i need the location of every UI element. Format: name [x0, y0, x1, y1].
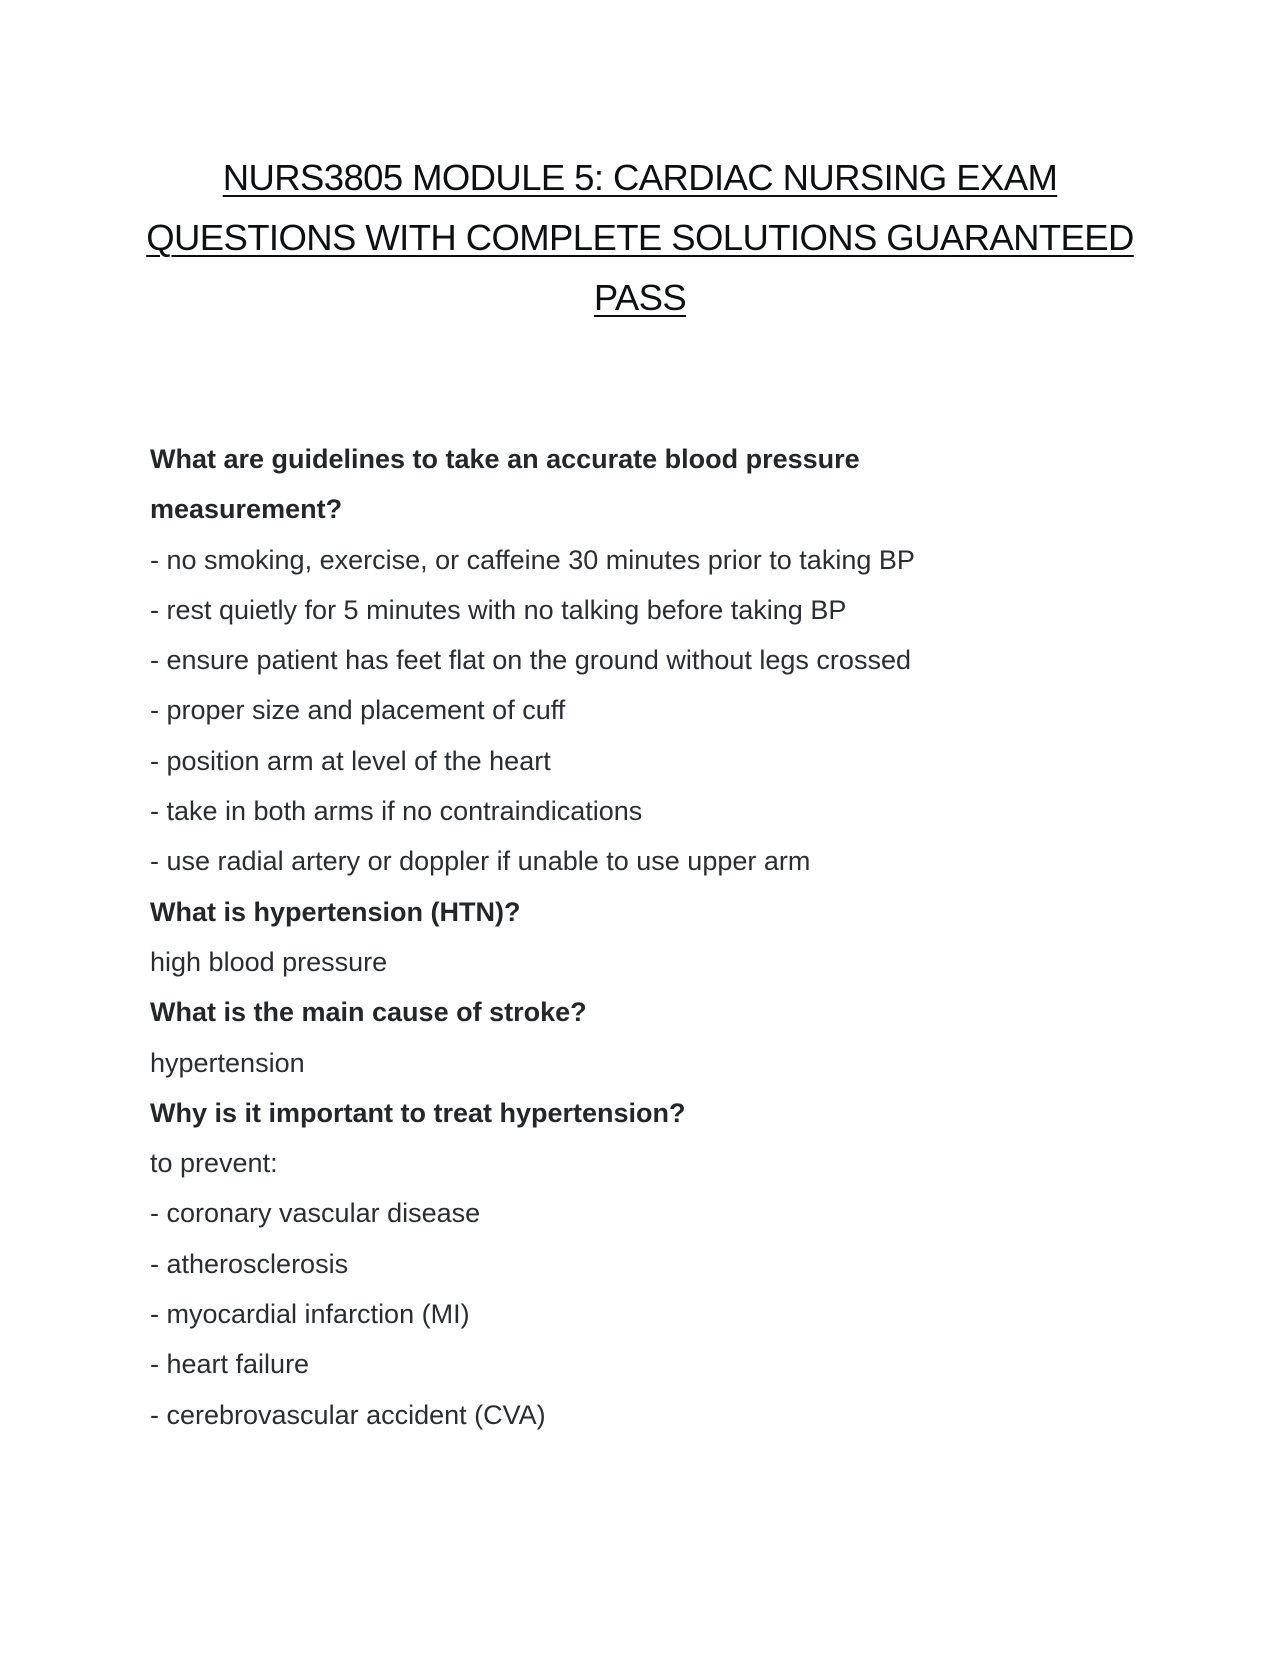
answer-text: - ensure patient has feet flat on the ground without legs crossed — [150, 645, 911, 676]
answer-text: hypertension — [150, 1047, 305, 1078]
question-text: What is hypertension (HTN)? — [150, 896, 521, 927]
title-line: NURS3805 MODULE 5: CARDIAC NURSING EXAM — [222, 157, 1058, 198]
answer-text: - myocardial infarction (MI) — [150, 1299, 470, 1330]
answer-text: - cerebrovascular accident (CVA) — [150, 1399, 546, 1430]
answer-text: - no smoking, exercise, or caffeine 30 minutes prior to taking BP — [150, 544, 915, 575]
title-line: QUESTIONS WITH COMPLETE SOLUTIONS GUARANTEED — [146, 217, 1134, 258]
document-title — [140, 148, 1140, 328]
qa-content — [150, 434, 1150, 1440]
question-text: What is the main cause of stroke? — [150, 997, 587, 1028]
question-text: Why is it important to treat hypertension? — [150, 1097, 686, 1128]
answer-text: - rest quietly for 5 minutes with no talking before taking BP — [150, 594, 847, 625]
answer-text: - proper size and placement of cuff — [150, 695, 566, 726]
answer-text: - use radial artery or doppler if unable to use upper arm — [150, 846, 811, 877]
answer-text: - atherosclerosis — [150, 1248, 349, 1279]
question-text: measurement? — [150, 494, 343, 525]
answer-text: high blood pressure — [150, 946, 388, 977]
title-line: PASS — [593, 277, 687, 318]
question-text: What are guidelines to take an accurate blood pressure — [150, 444, 860, 474]
answer-text: - coronary vascular disease — [150, 1198, 481, 1229]
answer-text: to prevent: — [150, 1148, 278, 1179]
answer-text: - position arm at level of the heart — [150, 745, 551, 776]
answer-text: - heart failure — [150, 1349, 310, 1380]
answer-text: - take in both arms if no contraindications — [150, 796, 643, 827]
